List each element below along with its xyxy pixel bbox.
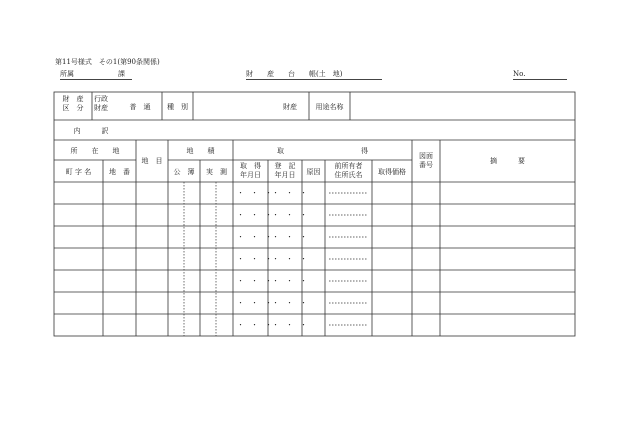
form-number: 第11号様式 その1(第90条関係): [55, 58, 160, 66]
touki-date-placeholder: ・ ・ ・: [272, 277, 307, 285]
machi-azamei-header: 町 字 名: [65, 168, 92, 176]
shutoku-date-placeholder: ・ ・ ・: [237, 321, 272, 329]
touki-date-placeholder: ・ ・ ・: [272, 255, 307, 263]
uchiwake-label: 内 訳: [73, 127, 109, 135]
zaisan-kubun-label: 財 産 区 分: [62, 95, 84, 113]
shutoku-nengappi-header: 取 得 年月日: [240, 162, 261, 180]
chimoku-header: 地 目: [141, 157, 163, 165]
chiban-header: 地 番: [109, 168, 130, 176]
touki-date-placeholder: ・ ・ ・: [272, 299, 307, 307]
shutoku-header: 取 得: [277, 147, 368, 155]
zumen-bangou-header: 図面 番号: [419, 152, 433, 170]
shubetsu-label: 種 別: [167, 103, 188, 111]
jissoku-header: 実 測: [206, 168, 227, 176]
youto-label: 用途名称: [315, 103, 344, 111]
tekiyou-header: 摘 要: [490, 157, 525, 165]
department-label: 所属: [60, 70, 74, 78]
shutoku-kakaku-header: 取得価格: [378, 168, 406, 176]
shutoku-date-placeholder: ・ ・ ・: [237, 233, 272, 241]
kobo-header: 公 簿: [173, 168, 195, 176]
touki-date-placeholder: ・ ・ ・: [272, 189, 307, 197]
shutoku-date-placeholder: ・ ・ ・: [237, 189, 272, 197]
shutoku-date-placeholder: ・ ・ ・: [237, 211, 272, 219]
touki-date-placeholder: ・ ・ ・: [272, 233, 307, 241]
genin-header: 原因: [306, 168, 321, 176]
shutoku-date-placeholder: ・ ・ ・: [237, 277, 272, 285]
gyousei-zaisan-label: 行政 財産: [94, 95, 108, 113]
shutoku-date-placeholder: ・ ・ ・: [237, 299, 272, 307]
futsuu-label: 普 通: [129, 103, 151, 111]
shutoku-date-placeholder: ・ ・ ・: [237, 255, 272, 263]
touki-date-placeholder: ・ ・ ・: [272, 211, 307, 219]
touki-nengappi-header: 登 記 年月日: [274, 162, 296, 180]
ledger-number: No.: [513, 71, 567, 80]
department-suffix: 課: [118, 70, 125, 78]
chiseki-header: 地 積: [186, 147, 215, 155]
touki-date-placeholder: ・ ・ ・: [272, 321, 307, 329]
ledger-title: 財 産 台 帳(土 地): [246, 71, 382, 80]
zenshoyusha-header: 前所有者 住所氏名: [334, 162, 363, 180]
zaisan-label: 財産: [283, 103, 297, 111]
shozaichi-header: 所 在 地: [70, 147, 120, 155]
